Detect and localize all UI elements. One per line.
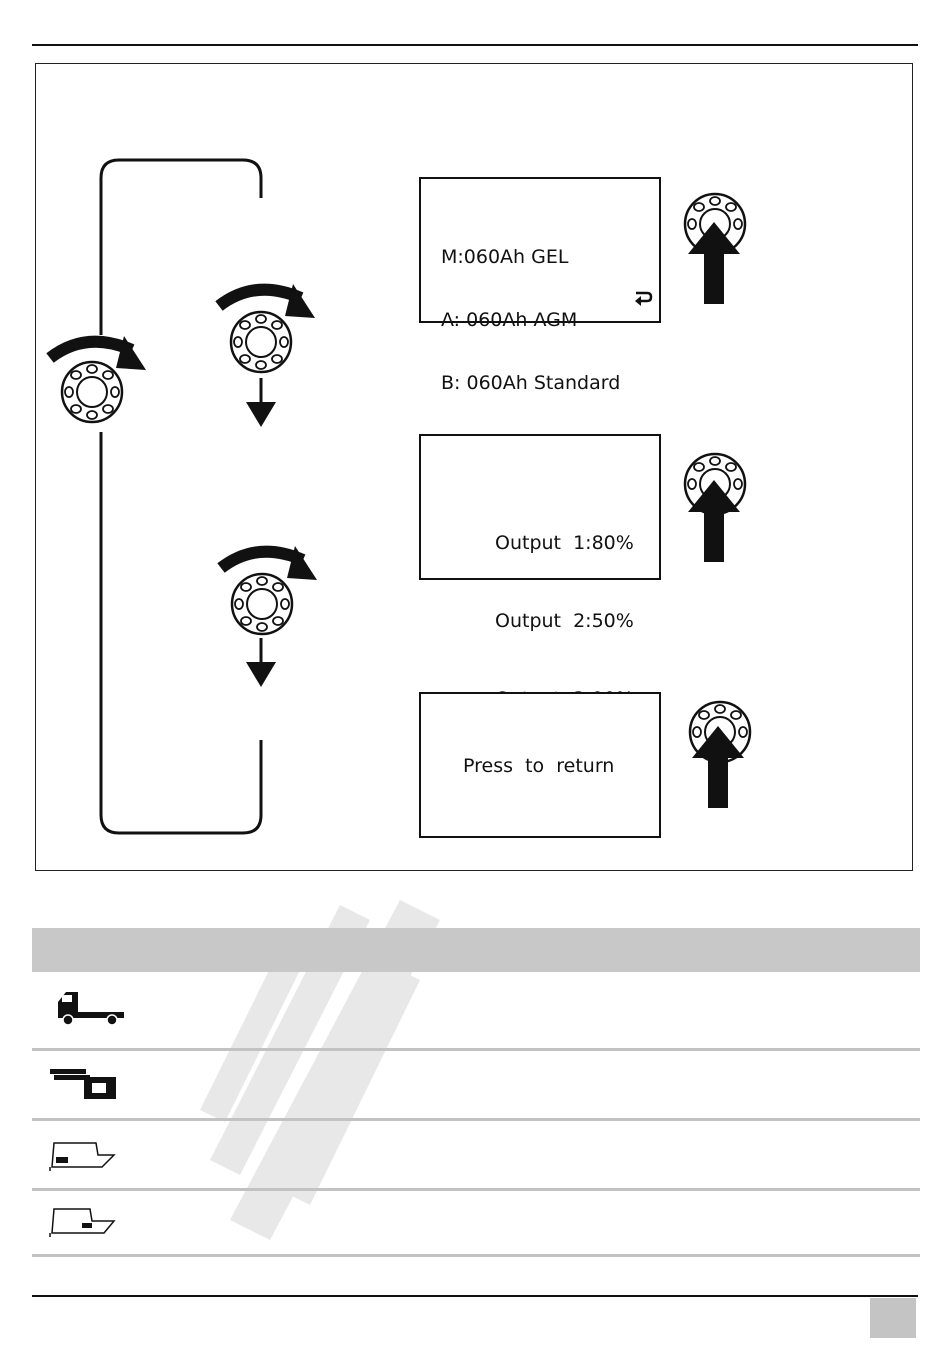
battery-line-a: A: 060Ah AGM [441,309,578,331]
rotary-knob-icon[interactable] [230,572,294,636]
page-number-box [870,1298,916,1338]
press-arrow-icon [688,480,740,562]
down-arrow-icon [245,638,277,688]
table-row [32,1121,920,1191]
trailer-icon [50,1065,120,1103]
table-header [32,928,920,972]
return-text: Press to return [463,755,615,777]
battery-line-m: M:060Ah GEL [441,246,569,268]
boat-small-icon [48,1203,118,1241]
output-line-1: Output 1:80% [495,532,634,554]
press-arrow-icon [692,726,744,808]
battery-display-screen [419,177,661,394]
output-line-2: Output 2:50% [495,610,634,632]
return-display-screen [419,692,661,838]
table-row [32,972,920,1051]
boat-icon [48,1135,118,1173]
row-divider [32,1254,920,1257]
rotary-knob-icon[interactable] [229,310,293,374]
press-arrow-icon [688,222,740,304]
down-arrow-icon [245,378,277,428]
battery-line-b: B: 060Ah Standard [441,372,621,394]
rotary-knob-icon[interactable] [60,360,124,424]
bottom-rule [32,1295,918,1297]
enter-return-icon [633,289,653,307]
output-display-screen [419,434,661,632]
truck-icon [54,988,126,1026]
table-row [32,1051,920,1121]
table-row [32,1191,920,1257]
